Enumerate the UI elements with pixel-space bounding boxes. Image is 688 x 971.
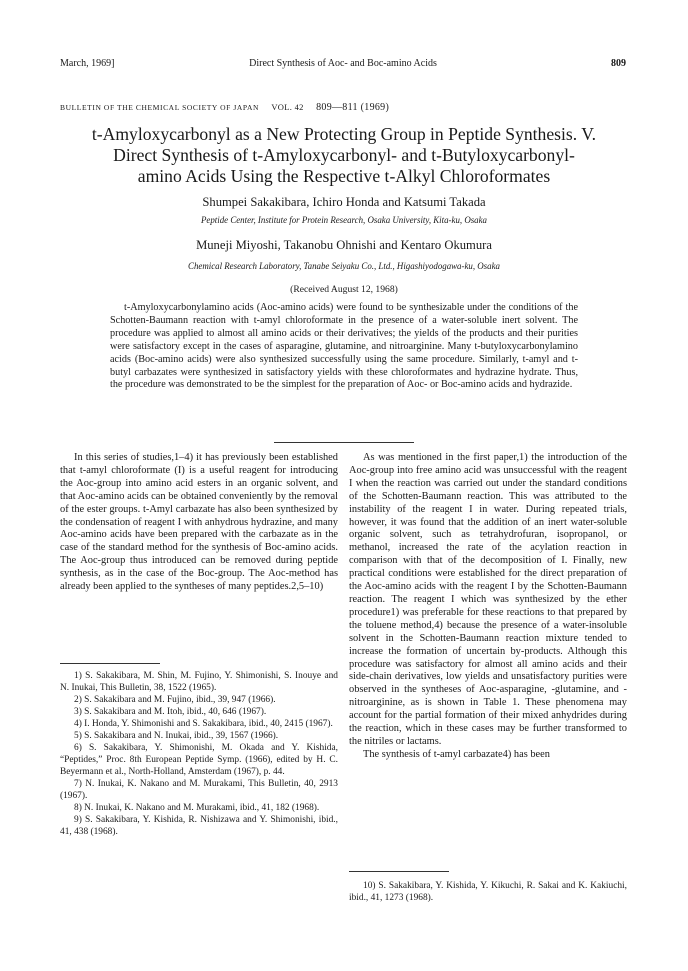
- footnote: 7) N. Inukai, K. Nakano and M. Murakami, This Bulletin, 40, 2913 (1967).: [60, 779, 338, 801]
- footnote: 1) S. Sakakibara, M. Shin, M. Fujino, Y. Shimonishi, S. Inouye and N. Inukai, This Bulletin, 38, 1522 (1965).: [60, 671, 338, 693]
- affiliation-2: Chemical Research Laboratory, Tanabe Seiyaku Co., Ltd., Higashiyodogawa-ku, Osaka: [188, 261, 500, 271]
- body-paragraph: In this series of studies,1–4) it has previously been established that t-amyl chloroformate (I) is a useful reagent for introducing the Aoc-group into amino acid esters in an organic solvent, and that Aoc-amino acids can be obtained conveniently by the removal of the ester groups. t-Amyl carbazate has also been synthesized by the condensation of reagent I with anhydrous hydrazine, and many Aoc-amino acids have been prepared with the carbazate as in the case of the standard method for the synthesis of Boc-amino acids. The Aoc-group thus introduced can be removed during peptide synthesis, as in the case of the Boc-group. The Aoc-method has already been applied to the syntheses of many peptides.2,5–10): [60, 452, 338, 593]
- footnote-divider: [349, 871, 449, 872]
- abstract: [110, 302, 578, 392]
- footnote: 8) N. Inukai, K. Nakano and M. Murakami, ibid., 41, 182 (1968).: [74, 803, 320, 813]
- body-paragraph: As was mentioned in the first paper,1) the introduction of the Aoc-group into free amino acid was unsuccessful with the reagent I when the reaction was carried out under the standard conditions of the Schotten-Baumann reaction. This was attributed to the instability of the reagent I in water. During repeated trials, however, it was found that the addition of an inert water-soluble organic solvent, such as tetrahydrofuran, isopropanol, or methanol, increased the rate of the acylation reaction in comparison with that of the decomposition of I. Finally, new practical conditions were established for the direct preparation of the Aoc-amino acids with the reagent I by the Schotten-Baumann reaction. The reagent I which was synthesized by the ether procedure1) was preferable for these reactions to that prepared by the toluene method,4) because the presence of a water-insoluble solvent in the Schotten-Baumann reaction mixture tended to increase the formation of uncertain by-products. Although this procedure was satisfactory for almost all amino acids and their side-chain derivatives, low yields and unsatisfactory purities were observed in the syntheses of Aoc-asparagine, -glutamine, and -nitroarginine, as is shown in Table 1. These phenomena may account for the partial formation of their mixed anhydrides during the reaction, which in these cases may be further transformed to the nitriles or lactams.: [349, 452, 627, 747]
- footnote: 6) S. Sakakibara, Y. Shimonishi, M. Okada and Y. Kishida, “Peptides,” Proc. 8th European Peptide Symp. (1966), edited by H. C. Beyermann et al., North-Holland, Amsterdam (1967), p. 44.: [60, 743, 338, 777]
- journal-pages: 809—811 (1969): [316, 102, 390, 113]
- journal-name: BULLETIN OF THE CHEMICAL SOCIETY OF JAPAN: [60, 103, 260, 112]
- footnotes-left: [60, 670, 338, 838]
- running-head-title: Direct Synthesis of Aoc- and Boc-amino Acids: [249, 58, 437, 69]
- footnote: 3) S. Sakakibara and M. Itoh, ibid., 40, 646 (1967).: [74, 707, 267, 717]
- received-date: (Received August 12, 1968): [290, 284, 398, 295]
- journal-line: [60, 102, 399, 113]
- right-column: [349, 452, 627, 762]
- author-list-1: Shumpei Sakakibara, Ichiro Honda and Katsumi Takada: [202, 195, 486, 209]
- title-line: t-Amyloxycarbonyl as a New Protecting Group in Peptide Synthesis. V.: [91, 124, 597, 144]
- affiliation-1: Peptide Center, Institute for Protein Research, Osaka University, Kita-ku, Osaka: [201, 215, 487, 225]
- body-paragraph: The synthesis of t-amyl carbazate4) has been: [363, 748, 550, 760]
- abstract-text: t-Amyloxycarbonylamino acids (Aoc-amino acids) were found to be synthesizable under the conditions of the Schotten-Baumann reaction with t-amyl chloroformate in the presence of a water-soluble inert solvent. The procedure was applied to almost all amino acids or their derivatives; the yields of the products and their purities were satisfactory except in the cases of asparagine, glutamine, and nitroarginine. Many t-butyloxycarbonylamino acids (Boc-amino acids) were also synthesized successfully using the same procedure. Similarly, t-amyl and t-butyl carbazates were synthesized in satisfactory yields with these chloroformates and hydrazine hydrate. Thus, the procedure was demonstrated to be the simplest for the preparation of Aoc- or Boc-amino acids and hydrazide.: [110, 302, 578, 391]
- article-title: [30, 124, 658, 187]
- footnote: 4) I. Honda, Y. Shimonishi and S. Sakakibara, ibid., 40, 2415 (1967).: [74, 719, 333, 729]
- journal-volume: VOL. 42: [271, 102, 304, 112]
- footnote-divider: [60, 663, 160, 664]
- abstract-divider: [274, 442, 414, 443]
- footnote: 5) S. Sakakibara and N. Inukai, ibid., 39, 1567 (1966).: [74, 731, 279, 741]
- footnote: 2) S. Sakakibara and M. Fujino, ibid., 39, 947 (1966).: [74, 695, 276, 705]
- running-head: [60, 58, 626, 72]
- page-number: 809: [611, 58, 626, 69]
- footnote: 9) S. Sakakibara, Y. Kishida, R. Nishizawa and Y. Shimonishi, ibid., 41, 438 (1968).: [60, 815, 338, 837]
- footnote: 10) S. Sakakibara, Y. Kishida, Y. Kikuchi, R. Sakai and K. Kakiuchi, ibid., 41, 1273 (1968).: [349, 881, 627, 903]
- author-list-2: Muneji Miyoshi, Takanobu Ohnishi and Kentaro Okumura: [196, 238, 492, 252]
- left-column: [60, 452, 338, 594]
- running-head-date: March, 1969]: [60, 58, 115, 69]
- footnotes-right: [349, 880, 627, 904]
- title-line: Direct Synthesis of t-Amyloxycarbonyl- and t-Butyloxycarbonyl-: [113, 145, 575, 165]
- title-line: amino Acids Using the Respective t-Alkyl Chloroformates: [137, 166, 551, 186]
